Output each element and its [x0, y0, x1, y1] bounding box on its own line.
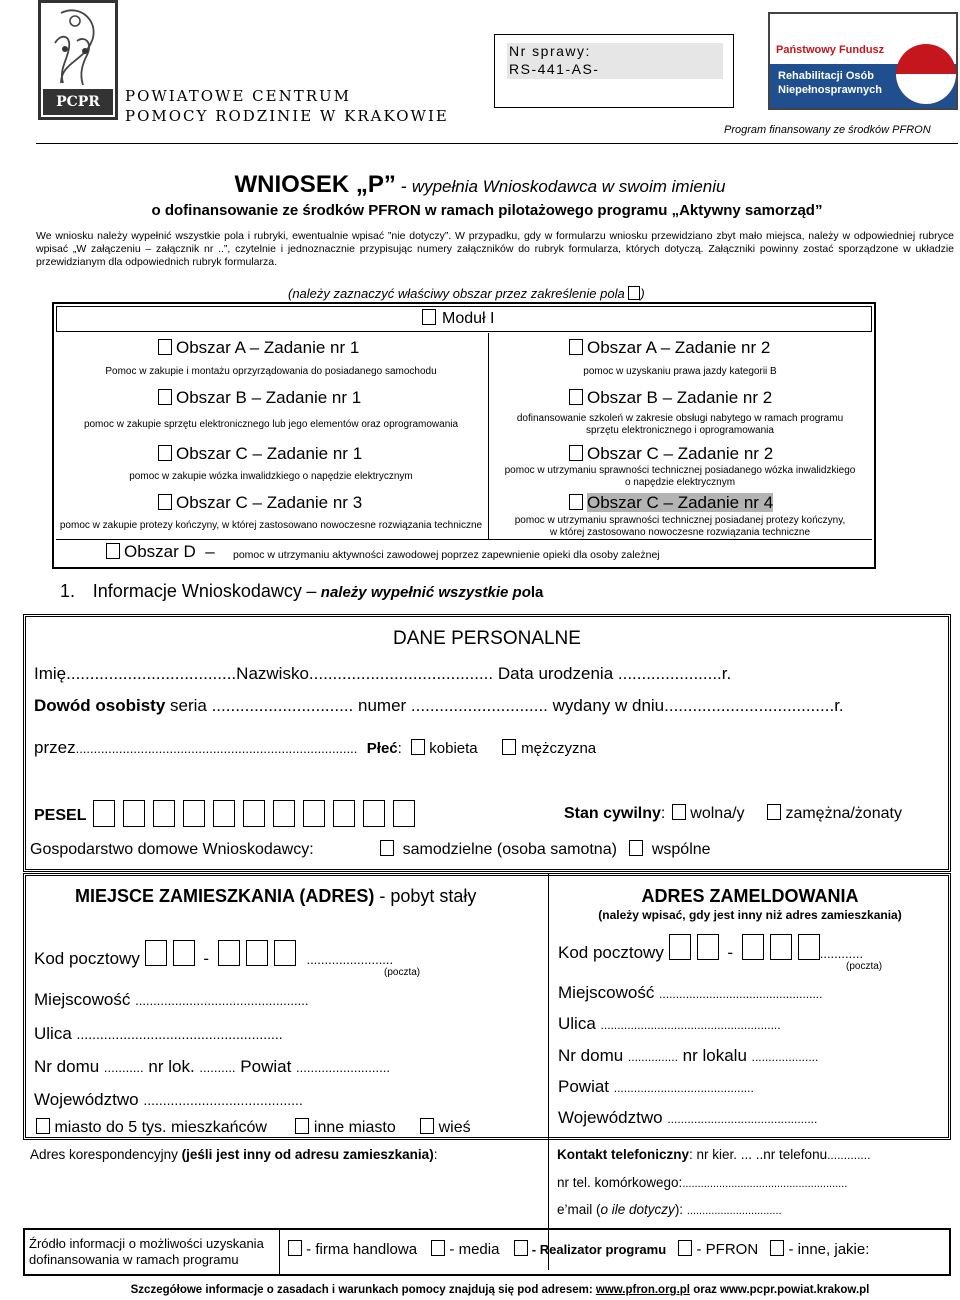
pesel-digit-box[interactable] [273, 800, 295, 827]
left-postcode-box[interactable] [173, 940, 195, 966]
issued-by-row: przez.............................................................................. Płeć: kobieta mężczyzna [34, 738, 597, 757]
area-a1-desc: Pomoc w zakupie i montażu oprzyrządowania do posiadanego samochodu [105, 366, 437, 377]
area-b2-desc-1: dofinansowanie szkoleń w zakresie obsługi nabytego w ramach programu [516, 413, 844, 424]
right-street-row: Ulica ...................................................... [558, 1014, 781, 1033]
phone-field[interactable]: ............. [827, 1148, 871, 1162]
mobile-phone-field[interactable]: ...................................................... [682, 1178, 848, 1190]
area-d-checkbox[interactable] [106, 543, 120, 559]
left-voivodeship-row: Województwo ......................................... [34, 1090, 303, 1109]
area-a2-desc: pomoc w uzyskaniu prawa jazdy kategorii B [583, 366, 777, 377]
pcpr-logo-text: PCPR [43, 89, 113, 115]
area-b2-checkbox[interactable] [569, 389, 583, 405]
pesel-digit-box[interactable] [183, 800, 205, 827]
pfron-name-line3: Niepełnosprawnych [778, 84, 882, 96]
org-name-line2: POMOCY RODZINIE W KRAKOWIE [125, 107, 449, 125]
area-b1[interactable]: Obszar B – Zadanie nr 1 [158, 388, 361, 408]
source-options: - firma handlowa - media - Realizator programu - PFRON - inne, jakie: [288, 1240, 869, 1258]
pfron-link[interactable]: www.pfron.org.pl [595, 1284, 690, 1296]
right-street-field[interactable]: ...................................................... [600, 1018, 781, 1032]
area-c3[interactable]: Obszar C – Zadanie nr 3 [158, 493, 362, 513]
left-flat-no-field[interactable]: .......... [199, 1060, 236, 1075]
id-number-field[interactable]: ............................. [410, 696, 548, 715]
left-postcode-box[interactable] [246, 940, 268, 966]
town-small-checkbox[interactable] [36, 1118, 50, 1134]
right-flat-no-field[interactable]: .................... [751, 1050, 819, 1064]
module-checkbox[interactable] [422, 309, 436, 325]
right-postcode-row: Kod pocztowy - ............ [558, 934, 863, 963]
id-series-field[interactable]: .............................. [211, 696, 354, 715]
areas-bottom-line [56, 539, 872, 540]
left-street-field[interactable]: ..................................................... [76, 1026, 283, 1042]
section1-heading: 1. Informacje Wnioskodawcy – należy wypełnić wszystkie pola [60, 581, 544, 601]
pesel-digit-box[interactable] [393, 800, 415, 827]
footer-info: Szczegółowe informacje o zasadach i warunkach pomocy znajdują się pod adresem: www.pfron.org.pl oraz www.pcpr.powiat.krakow.pl [130, 1284, 870, 1296]
left-postcode-box[interactable] [145, 940, 167, 966]
source-label-1: Źródło informacji o możliwości uzyskania [29, 1236, 264, 1251]
source-other-checkbox[interactable] [770, 1240, 784, 1256]
marital-status-row: Stan cywilny: wolna/y zamężna/żonaty [564, 805, 902, 822]
pesel-digit-box[interactable] [243, 800, 265, 827]
contact-phone: Kontakt telefoniczny: nr kier. ... ..nr telefonu............. [557, 1147, 871, 1162]
right-voivodeship-row: Województwo ............................................. [558, 1108, 818, 1127]
area-c2[interactable]: Obszar C – Zadanie nr 2 [569, 444, 773, 464]
pfron-name-line2: Rehabilitacji Osób [778, 70, 874, 82]
right-county-field[interactable]: .......................................... [613, 1081, 754, 1095]
issued-by-field[interactable]: .............................................................................. [75, 741, 358, 756]
area-c4-checkbox[interactable] [569, 494, 583, 510]
pesel-digit-box[interactable] [123, 800, 145, 827]
areas-note: (należy zaznaczyć właściwy obszar przez zakreślenie pola ) [288, 286, 645, 301]
form-title-main: WNIOSEK „P” [234, 171, 396, 198]
area-b1-checkbox[interactable] [158, 389, 172, 405]
correspondence-address: Adres korespondencyjny (jeśli jest inny od adresu zamieszkania): [30, 1147, 438, 1162]
household-row: Gospodarstwo domowe Wnioskodawcy: samodzielne (osoba samotna) wspólne [30, 841, 711, 858]
area-b2-desc-2: sprzętu elektronicznego i oprogramowania [586, 425, 774, 436]
form-subtitle: o dofinansowanie ze środków PFRON w ramach pilotażowego programu „Aktywny samorząd” [151, 202, 823, 219]
form-title: WNIOSEK „P” - wypełnia Wnioskodawca w swoim imieniu [234, 171, 726, 198]
email-field[interactable]: ............................... [686, 1205, 782, 1217]
area-d[interactable]: Obszar D – [106, 542, 215, 562]
first-name-field[interactable]: .................................... [66, 664, 237, 683]
right-postcode-box[interactable] [742, 934, 764, 960]
birth-date-field[interactable]: ...................... [617, 664, 722, 683]
right-voivodeship-field[interactable]: ............................................. [667, 1112, 818, 1126]
area-c4-desc-1: pomoc w utrzymaniu sprawności technicznej posiadanej protezy kończyny, [514, 515, 846, 526]
area-a2-checkbox[interactable] [569, 339, 583, 355]
area-d-desc: pomoc w utrzymaniu aktywności zawodowej poprzez zapewnienie opieki dla osoby zależnej [233, 549, 660, 561]
pcpr-figure-icon [41, 3, 115, 89]
pesel-digit-box[interactable] [303, 800, 325, 827]
pesel-digit-box[interactable] [93, 800, 115, 827]
area-c2-desc-2: o napędzie elektrycznym [624, 477, 736, 488]
pesel-digit-box[interactable] [153, 800, 175, 827]
personal-data-heading: DANE PERSONALNE [393, 628, 581, 649]
org-name-line1: POWIATOWE CENTRUM [125, 87, 352, 105]
area-c2-desc-1: pomoc w utrzymaniu sprawności technicznej posiadanego wózka inwalidzkiego [504, 465, 856, 476]
area-c1-desc: pomoc w zakupie wózka inwalidzkiego o napędzie elektrycznym [129, 471, 413, 482]
sample-checkbox-icon [628, 286, 640, 300]
last-name-field[interactable]: ....................................... [308, 664, 494, 683]
area-a2[interactable]: Obszar A – Zadanie nr 2 [569, 338, 770, 358]
program-note: Program finansowany ze środków PFRON [724, 124, 931, 136]
source-label-2: dofinansowania w ramach programu [29, 1252, 239, 1267]
source-media-checkbox[interactable] [431, 1240, 445, 1256]
name-row: Imię....................................Nazwisko....................................... Data urodzenia ......................r. [34, 664, 732, 683]
marital-married-checkbox[interactable] [767, 804, 781, 820]
id-issue-date-field[interactable]: .................................... [664, 696, 835, 715]
source-realizator-checkbox[interactable] [514, 1240, 528, 1256]
left-postcode-row: Kod pocztowy - ........................ [34, 940, 393, 969]
pesel-boxes [91, 805, 423, 824]
area-c4-desc-2: w której zastosowano nowoczesne rozwiązania techniczne [549, 527, 811, 538]
pfron-name-line1: Państwowy Fundusz [776, 44, 885, 56]
right-city-field[interactable]: ................................................. [659, 987, 823, 1001]
pesel-digit-box[interactable] [363, 800, 385, 827]
right-post-office-field[interactable]: ............ [819, 946, 864, 961]
left-city-row: Miejscowość ................................................ [34, 990, 309, 1009]
registration-subheading: (należy wpisać, gdy jest inny niż adres zamieszkania) [598, 908, 902, 922]
household-shared-checkbox[interactable] [629, 840, 643, 856]
area-c4[interactable] [569, 493, 773, 513]
pcpr-logo [38, 0, 118, 120]
village-checkbox[interactable] [420, 1118, 434, 1134]
sex-female-checkbox[interactable] [411, 739, 425, 755]
pesel-digit-box[interactable] [213, 800, 235, 827]
area-b1-desc: pomoc w zakupie sprzętu elektronicznego lub jego elementów oraz oprogramowania [83, 419, 459, 430]
right-house-row: Nr domu ............... nr lokalu .................... [558, 1046, 819, 1065]
form-title-italic: wypełnia Wnioskodawca w swoim imieniu [411, 177, 726, 196]
area-c1[interactable]: Obszar C – Zadanie nr 1 [158, 444, 362, 464]
pfron-logo [768, 12, 958, 110]
id-row: Dowód osobisty seria .............................. numer ............................. wydany w dniu....................................r. [34, 696, 844, 715]
registration-heading: ADRES ZAMELDOWANIA [641, 886, 859, 906]
left-house-row: Nr domu ........... nr lok. .......... Powiat .......................... [34, 1057, 390, 1076]
source-label-divider [279, 1229, 280, 1275]
area-b2[interactable]: Obszar B – Zadanie nr 2 [569, 388, 772, 408]
household-single-checkbox[interactable] [380, 840, 394, 856]
header-divider [36, 143, 958, 144]
right-post-office-label: (poczta) [846, 961, 883, 972]
right-city-row: Miejscowość ................................................. [558, 983, 823, 1002]
instructions-text: We wniosku należy wypełnić wszystkie pola i rubryki, ewentualnie wpisać ”nie dotyczy”. W przypadku, gdy w formularzu wniosku przewidziano zbyt mało miejsca, należy w odpowiedniej rubryce wpisać „W załączeniu – załącznik nr ..”, czytelnie i jednoznacznie przypisując numery załączników do rubryk formularza, których dotyczą. Załączniki powinny zostać sporządzone w układzie przewidzianym dla odpowiednich rubryk formularza. [36, 230, 954, 268]
area-a1-checkbox[interactable] [158, 339, 172, 355]
right-postcode-box[interactable] [798, 934, 820, 960]
area-c3-desc: pomoc w zakupie protezy kończyny, w której zastosowano nowoczesne rozwiązania techniczne [59, 520, 483, 531]
source-pfron-checkbox[interactable] [678, 1240, 692, 1256]
right-postcode-box[interactable] [770, 934, 792, 960]
left-postcode-box[interactable] [274, 940, 296, 966]
left-postcode-box[interactable] [218, 940, 240, 966]
mobile-phone: nr tel. komórkowego:...................................................... [557, 1175, 848, 1190]
pfron-emblem-icon [896, 44, 956, 104]
settlement-type-row: miasto do 5 tys. mieszkańców inne miasto wieś [36, 1118, 471, 1137]
area-c3-checkbox[interactable] [158, 494, 172, 510]
town-other-checkbox[interactable] [295, 1118, 309, 1134]
area-c1-checkbox[interactable] [158, 445, 172, 461]
left-city-field[interactable]: ................................................ [135, 993, 309, 1008]
module-label: Moduł I [422, 309, 494, 328]
residence-heading: MIEJSCE ZAMIESZKANIA (ADRES) - pobyt stały [75, 886, 477, 906]
area-a1[interactable]: Obszar A – Zadanie nr 1 [158, 338, 359, 358]
area-c2-checkbox[interactable] [569, 445, 583, 461]
right-postcode-box[interactable] [669, 934, 691, 960]
right-postcode-box[interactable] [697, 934, 719, 960]
right-county-row: Powiat .......................................... [558, 1077, 754, 1096]
case-number-box [494, 34, 734, 108]
left-voivodeship-field[interactable]: ......................................... [143, 1092, 303, 1108]
area-c4-title-highlighted: Obszar C – Zadanie nr 4 [587, 493, 774, 512]
sex-male-checkbox[interactable] [502, 739, 516, 755]
areas-divider [488, 333, 489, 539]
left-street-row: Ulica ..................................................... [34, 1024, 283, 1043]
case-number-label: Nr sprawy: [509, 43, 591, 59]
left-post-office-label: (poczta) [384, 967, 421, 978]
pesel-digit-box[interactable] [333, 800, 355, 827]
source-shop-checkbox[interactable] [288, 1240, 302, 1256]
right-house-no-field[interactable]: ............... [627, 1050, 678, 1064]
email-row: e’mail (o ile dotyczy): ............................... [557, 1202, 782, 1217]
marital-single-checkbox[interactable] [672, 804, 686, 820]
left-county-field[interactable]: .......................... [296, 1060, 390, 1075]
case-number-value: RS-441-AS- [509, 61, 600, 77]
address-divider [548, 874, 549, 1270]
left-post-office-field[interactable]: ........................ [306, 952, 394, 967]
pesel-row: PESEL [34, 800, 423, 827]
left-house-no-field[interactable]: ........... [103, 1060, 144, 1075]
pcpr-link[interactable]: www.pcpr.powiat.krakow.pl [720, 1284, 870, 1296]
